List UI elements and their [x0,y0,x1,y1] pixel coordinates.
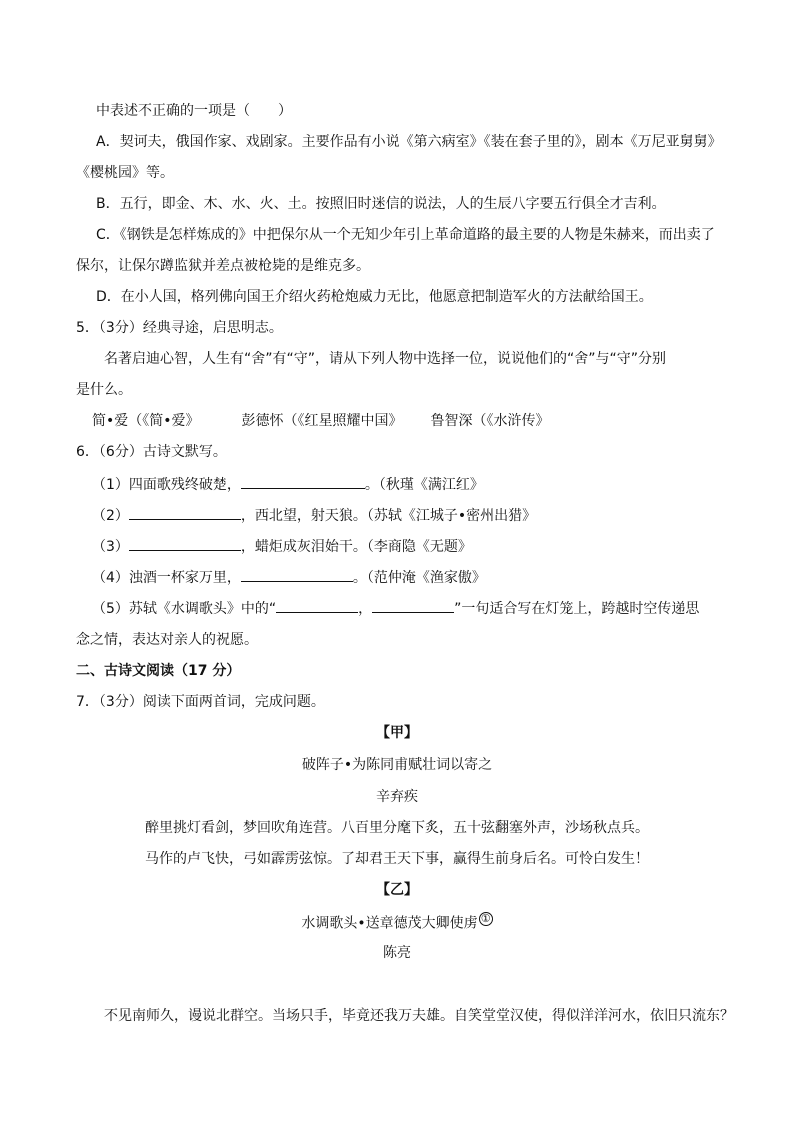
q5-option-lu-zhishen: 鲁智深（《水浒传》 [430,413,550,429]
q6-item-1-source: 。（秋瑾《满江红》 [364,477,484,493]
q6-blank-5a[interactable] [276,598,358,613]
q5-option-peng-dehuai: 彭德怀（《红星照耀中国》 [241,413,403,429]
q6-item-2 [92,505,536,526]
q6-stem: 6．（6分）古诗文默写。 [76,444,227,460]
q6-item-1 [92,474,484,495]
q6-item-5-text: （5）苏轼《水调歌头》中的“ [92,601,277,617]
q6-item-5-separator: ， [358,601,373,617]
poem-yi-author: 陈亮 [383,945,411,961]
footnote-marker: ① [479,912,493,926]
q5-character-options [92,411,550,431]
q7-stem: 7．（3分）阅读下面两首词，完成问题。 [76,694,325,710]
q6-item-2-text: ，西北望，射天狼。（苏轼《江城子•密州出猎》 [240,508,537,524]
q5-stem: 5．（3分）经典寻途，启思明志。 [76,320,283,336]
poem-yi-title-row [0,912,794,934]
q6-item-3-text: ，蜡炬成灰泪始干。（李商隐《无题》 [240,539,472,555]
q5-body-line1: 名著启迪心智，人生有“舍”有“守”，请从下列人物中选择一位，说说他们的“舍”与“守”分别 [104,351,667,367]
q4-option-a-line2: 《樱桃园》等。 [76,165,174,181]
poem-yi-line-1: 不见南师久，谩说北群空。当场只手，毕竟还我万夫雄。自笑堂堂汉使，得似洋洋河水，依旧只流东？ [104,1008,734,1024]
poem-jia-line-1: 醉里挑灯看剑，梦回吹角连营。八百里分麾下炙，五十弦翻塞外声，沙场秋点兵。 [145,820,649,836]
q6-item-2-number: （2） [92,508,129,524]
q6-item-4-source: 。（范仲淹《渔家傲》 [352,570,486,586]
poem-jia-title: 破阵子•为陈同甫赋壮词以寄之 [301,757,493,773]
q6-item-5-continuation: 念之情，表达对亲人的祝愿。 [76,632,258,648]
poem-jia-author: 辛弃疾 [376,789,418,805]
q6-item-5 [92,598,699,619]
q6-item-3-number: （3） [92,539,129,555]
q4-option-b: B．五行，即金、木、水、火、土。按照旧时迷信的说法，人的生辰八字要五行俱全才吉利。 [96,196,666,212]
q6-blank-1[interactable] [241,474,365,489]
q4-option-d: D．在小人国，格列佛向国王介绍火药枪炮威力无比，他愿意把制造军火的方法献给国王。 [96,289,653,305]
q6-item-1-text: （1）四面歌残终破楚， [92,477,241,493]
section-heading: 二、古诗文阅读（17 分） [76,663,241,679]
q4-option-c-line2: 保尔，让保尔蹲监狱并差点被枪毙的是维克多。 [76,258,370,274]
q6-item-5-rest: ”一句适合写在灯笼上，跨越时空传递思 [454,601,700,617]
q6-item-3 [92,536,472,557]
q4-option-a-line1: A．契诃夫，俄国作家、戏剧家。主要作品有小说《第六病室》《装在套子里的》，剧本《万尼亚舅舅》 [96,134,722,150]
q6-item-4 [92,567,486,588]
q6-blank-2[interactable] [129,505,241,520]
q5-option-jane-eyre: 简•爱（《简•爱》 [92,413,200,429]
q6-blank-3[interactable] [129,536,241,551]
q5-body-line2: 是什么。 [76,382,132,398]
q6-blank-4[interactable] [241,567,353,582]
poem-yi-title: 水调歌头•送章德茂大卿使虏 [301,915,478,932]
poem-yi-marker: 【乙】 [376,882,418,898]
q6-item-4-text: （4）浊酒一杯家万里， [92,570,241,586]
q4-stem: 中表述不正确的一项是（ ） [96,103,292,119]
q6-blank-5b[interactable] [372,598,454,613]
q4-option-c-line1: C．《钢铁是怎样炼成的》中把保尔从一个无知少年引上革命道路的最主要的人物是朱赫来，而出卖了 [96,227,715,243]
poem-jia-line-2: 马作的卢飞快，弓如霹雳弦惊。了却君王天下事，赢得生前身后名。可怜白发生！ [145,851,649,867]
poem-jia-marker: 【甲】 [376,725,418,741]
